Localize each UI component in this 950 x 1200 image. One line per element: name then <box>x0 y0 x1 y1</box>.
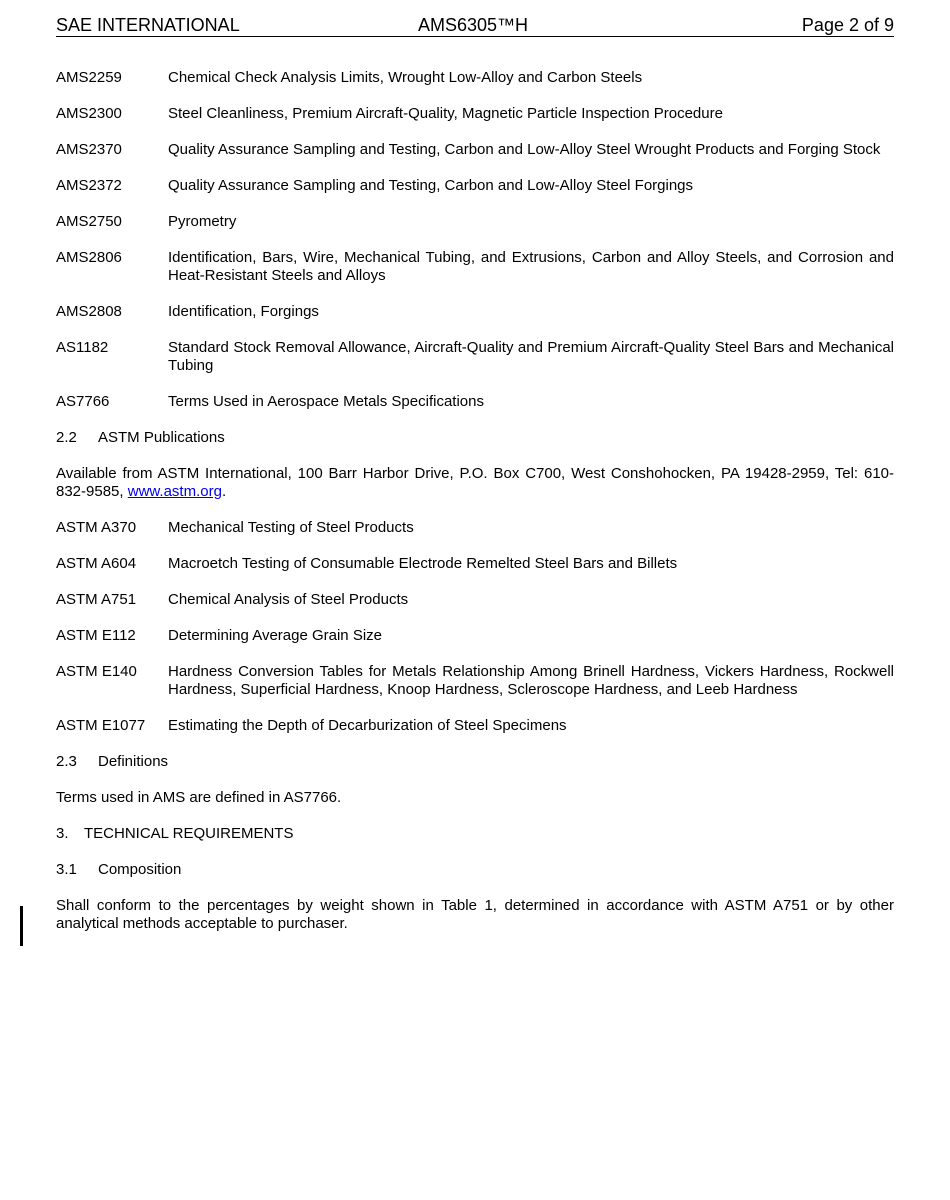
reference-title: Mechanical Testing of Steel Products <box>168 519 414 536</box>
reference-item <box>56 249 894 285</box>
section-number: 3. <box>56 825 69 842</box>
reference-code: AMS2806 <box>56 249 122 266</box>
section-number: 2.2 <box>56 429 77 446</box>
reference-title: Steel Cleanliness, Premium Aircraft-Quality, Magnetic Particle Inspection Procedure <box>168 105 723 122</box>
section-title: TECHNICAL REQUIREMENTS <box>84 825 294 842</box>
reference-title: Chemical Analysis of Steel Products <box>168 591 409 608</box>
section-heading-2-3 <box>56 753 894 771</box>
reference-title: Hardness Conversion Tables for Metals Relationship Among Brinell Hardness, Vickers Hardness, Rockwell Hardness, Superficial Hardness, Knoop Hardness, Scleroscope Hardness, and Leeb Hardness <box>168 663 894 698</box>
header-page-number: Page 2 of 9 <box>801 15 894 35</box>
reference-title: Pyrometry <box>168 213 237 230</box>
reference-item <box>56 519 894 537</box>
reference-item <box>56 555 894 573</box>
reference-item <box>56 69 894 87</box>
astm-availability-paragraph <box>56 465 894 501</box>
reference-code: AMS2259 <box>56 69 122 86</box>
section-heading-3-1 <box>56 861 894 879</box>
reference-code: ASTM E140 <box>56 663 137 680</box>
reference-item <box>56 393 894 411</box>
section-heading-3 <box>56 825 894 843</box>
reference-code: AMS2370 <box>56 141 122 158</box>
reference-item <box>56 213 894 231</box>
reference-code: ASTM A604 <box>56 555 137 572</box>
section-title: Definitions <box>98 753 169 770</box>
availability-text: Available from ASTM International, 100 Barr Harbor Drive, P.O. Box C700, West Conshohocken, PA 19428-2959, Tel: 610-832-9585, <box>56 465 894 500</box>
reference-item <box>56 717 894 735</box>
reference-item <box>56 141 894 159</box>
section-title: ASTM Publications <box>98 429 225 446</box>
availability-suffix: . <box>221 483 227 500</box>
reference-code: AS1182 <box>56 339 109 356</box>
revision-change-bar <box>20 906 23 946</box>
section-number: 3.1 <box>56 861 77 878</box>
reference-code: AMS2300 <box>56 105 122 122</box>
reference-code: AMS2372 <box>56 177 122 194</box>
astm-website-link[interactable]: www.astm.org <box>127 483 222 500</box>
reference-title: Determining Average Grain Size <box>168 627 382 644</box>
section-heading-2-2 <box>56 429 894 447</box>
reference-title: Standard Stock Removal Allowance, Aircraft-Quality and Premium Aircraft-Quality Steel Bars and Mechanical Tubing <box>168 339 894 374</box>
reference-title: Macroetch Testing of Consumable Electrode Remelted Steel Bars and Billets <box>168 555 678 572</box>
reference-title: Quality Assurance Sampling and Testing, Carbon and Low-Alloy Steel Forgings <box>168 177 694 194</box>
reference-item <box>56 663 894 699</box>
reference-code: ASTM A370 <box>56 519 137 536</box>
reference-title: Estimating the Depth of Decarburization of Steel Specimens <box>168 717 567 734</box>
page-header <box>56 14 894 37</box>
reference-code: AMS2808 <box>56 303 122 320</box>
header-document-id: AMS6305™H <box>418 15 529 35</box>
reference-item <box>56 591 894 609</box>
reference-item <box>56 303 894 321</box>
reference-title: Terms Used in Aerospace Metals Specifications <box>168 393 484 410</box>
reference-code: AS7766 <box>56 393 110 410</box>
reference-code: ASTM E112 <box>56 627 136 644</box>
reference-item <box>56 177 894 195</box>
reference-item <box>56 105 894 123</box>
reference-code: AMS2750 <box>56 213 122 230</box>
document-body <box>56 69 894 951</box>
reference-item <box>56 627 894 645</box>
reference-title: Quality Assurance Sampling and Testing, Carbon and Low-Alloy Steel Wrought Products and Forging Stock <box>168 141 881 158</box>
reference-title: Chemical Check Analysis Limits, Wrought Low-Alloy and Carbon Steels <box>168 69 643 86</box>
composition-paragraph: Shall conform to the percentages by weight shown in Table 1, determined in accordance with ASTM A751 or by other analytical methods acceptable to purchaser. <box>56 897 894 932</box>
section-title: Composition <box>98 861 182 878</box>
reference-code: ASTM E1077 <box>56 717 146 734</box>
reference-title: Identification, Forgings <box>168 303 319 320</box>
reference-title: Identification, Bars, Wire, Mechanical Tubing, and Extrusions, Carbon and Alloy Steels, and Corrosion and Heat-Resistant Steels and Alloys <box>168 249 894 284</box>
reference-item <box>56 339 894 375</box>
definitions-paragraph: Terms used in AMS are defined in AS7766. <box>56 789 342 806</box>
header-organization: SAE INTERNATIONAL <box>56 15 240 35</box>
reference-code: ASTM A751 <box>56 591 137 608</box>
section-number: 2.3 <box>56 753 77 770</box>
